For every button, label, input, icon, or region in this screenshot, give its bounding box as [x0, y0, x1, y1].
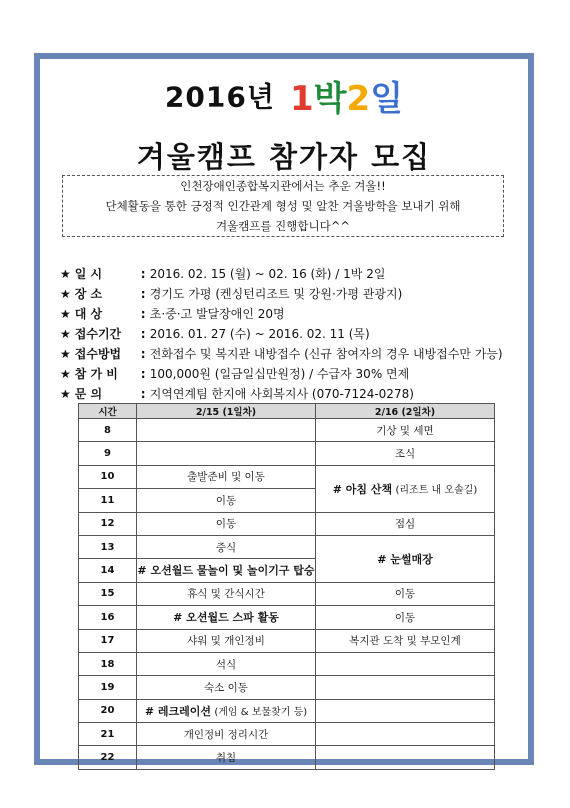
day1-cell: 출발준비 및 이동: [137, 465, 316, 488]
day1-cell-spa: # 오션월드 스파 활동: [137, 606, 316, 629]
time-cell: 15: [79, 582, 137, 605]
table-row: [79, 442, 495, 465]
poster-frame: [34, 53, 534, 765]
table-row: [79, 606, 495, 629]
info-row-date: ★ 일 시 : 2016. 02. 15 (월) ~ 02. 16 (화) / 1박 2일: [60, 267, 386, 281]
table-row: [79, 723, 495, 746]
title-line: [40, 71, 528, 120]
time-cell: 12: [79, 512, 137, 535]
day1-cell: 중식: [137, 535, 316, 558]
day1-cell: 이동: [137, 512, 316, 535]
day1-cell: 숙소 이동: [137, 676, 316, 699]
info-list: [60, 264, 520, 404]
day1-cell-recreation: # 레크레이션 (게임 & 보물찾기 등): [137, 699, 316, 722]
day2-cell: 기상 및 세면: [316, 419, 495, 442]
time-cell: 22: [79, 746, 137, 769]
table-row: [79, 582, 495, 605]
day2-cell: [316, 676, 495, 699]
logo-char-3: 2: [346, 79, 371, 119]
day2-cell: 점심: [316, 512, 495, 535]
day1-cell-oceanworld: # 오션월드 물놀이 및 놀이기구 탑승: [137, 559, 316, 582]
table-row: [79, 746, 495, 769]
day2-cell: [316, 699, 495, 722]
day2-cell-sled: # 눈썰매장: [316, 535, 495, 582]
info-row-target: ★ 대 상 : 초·중·고 발달장애인 20명: [60, 307, 285, 321]
time-cell: 13: [79, 535, 137, 558]
logo-char-4: 일: [370, 79, 404, 119]
day2-cell: [316, 746, 495, 769]
time-cell: 9: [79, 442, 137, 465]
table-row: [79, 512, 495, 535]
header-day1: 2/15 (1일차): [137, 404, 316, 419]
table-row: [79, 676, 495, 699]
table-row: [79, 629, 495, 652]
info-row-method: ★ 접수방법 : 전화접수 및 복지관 내방접수 (신규 참여자의 경우 내방접수만 가능): [60, 347, 503, 361]
info-row-period: ★ 접수기간 : 2016. 01. 27 (수) ~ 2016. 02. 11 (목): [60, 327, 370, 341]
time-cell: 17: [79, 629, 137, 652]
table-header-row: [79, 404, 495, 419]
day2-cell: 이동: [316, 582, 495, 605]
info-row-contact: ★ 문 의 : 지역연계팀 한지애 사회복지사 (070-7124-0278): [60, 387, 414, 401]
day2-cell: 이동: [316, 606, 495, 629]
table-row: [79, 699, 495, 722]
day1-cell: 개인정비 정리시간: [137, 723, 316, 746]
day1-cell: [137, 442, 316, 465]
intro-line-2: 단체활동을 통한 긍정적 인간관계 형성 및 알찬 겨울방학을 보내기 위해: [105, 199, 461, 213]
table-row: [79, 465, 495, 488]
schedule-table: [78, 403, 495, 770]
time-cell: 14: [79, 559, 137, 582]
header-day2: 2/16 (2일차): [316, 404, 495, 419]
day1-cell: 휴식 및 간식시간: [137, 582, 316, 605]
day1-cell: 샤워 및 개인정비: [137, 629, 316, 652]
logo-1bak2il: [290, 71, 403, 120]
day2-cell: [316, 652, 495, 675]
day1-cell: 취침: [137, 746, 316, 769]
intro-box: [62, 175, 504, 237]
time-cell: 16: [79, 606, 137, 629]
logo-char-2: 박: [313, 79, 347, 119]
day2-cell: 조식: [316, 442, 495, 465]
time-cell: 20: [79, 699, 137, 722]
intro-line-1: 인천장애인종합복지관에서는 추운 겨울!!: [180, 179, 386, 193]
info-row-place: ★ 장 소 : 경기도 가평 (켄싱턴리조트 및 강원·가평 관광지): [60, 287, 403, 301]
info-row-fee: ★ 참 가 비 : 100,000원 (일금일십만원정) / 수급자 30% 면제: [60, 367, 410, 381]
table-row: [79, 419, 495, 442]
title-year: 2016년: [164, 80, 275, 114]
time-cell: 10: [79, 465, 137, 488]
time-cell: 18: [79, 652, 137, 675]
main-title: 겨울캠프 참가자 모집: [136, 140, 432, 174]
day1-cell: 석식: [137, 652, 316, 675]
time-cell: 11: [79, 489, 137, 512]
time-cell: 19: [79, 676, 137, 699]
header-time: 시간: [79, 404, 137, 419]
day2-cell: 복지관 도착 및 부모인계: [316, 629, 495, 652]
time-cell: 21: [79, 723, 137, 746]
day1-cell: [137, 419, 316, 442]
intro-line-3: 겨울캠프를 진행합니다^^: [215, 219, 351, 233]
table-row: [79, 535, 495, 558]
table-row: [79, 652, 495, 675]
day2-cell: [316, 723, 495, 746]
logo-char-1: 1: [290, 79, 314, 119]
day2-cell-walk: # 아침 산책 (리조트 내 오솔길): [316, 465, 495, 512]
day1-cell: 이동: [137, 489, 316, 512]
time-cell: 8: [79, 419, 137, 442]
